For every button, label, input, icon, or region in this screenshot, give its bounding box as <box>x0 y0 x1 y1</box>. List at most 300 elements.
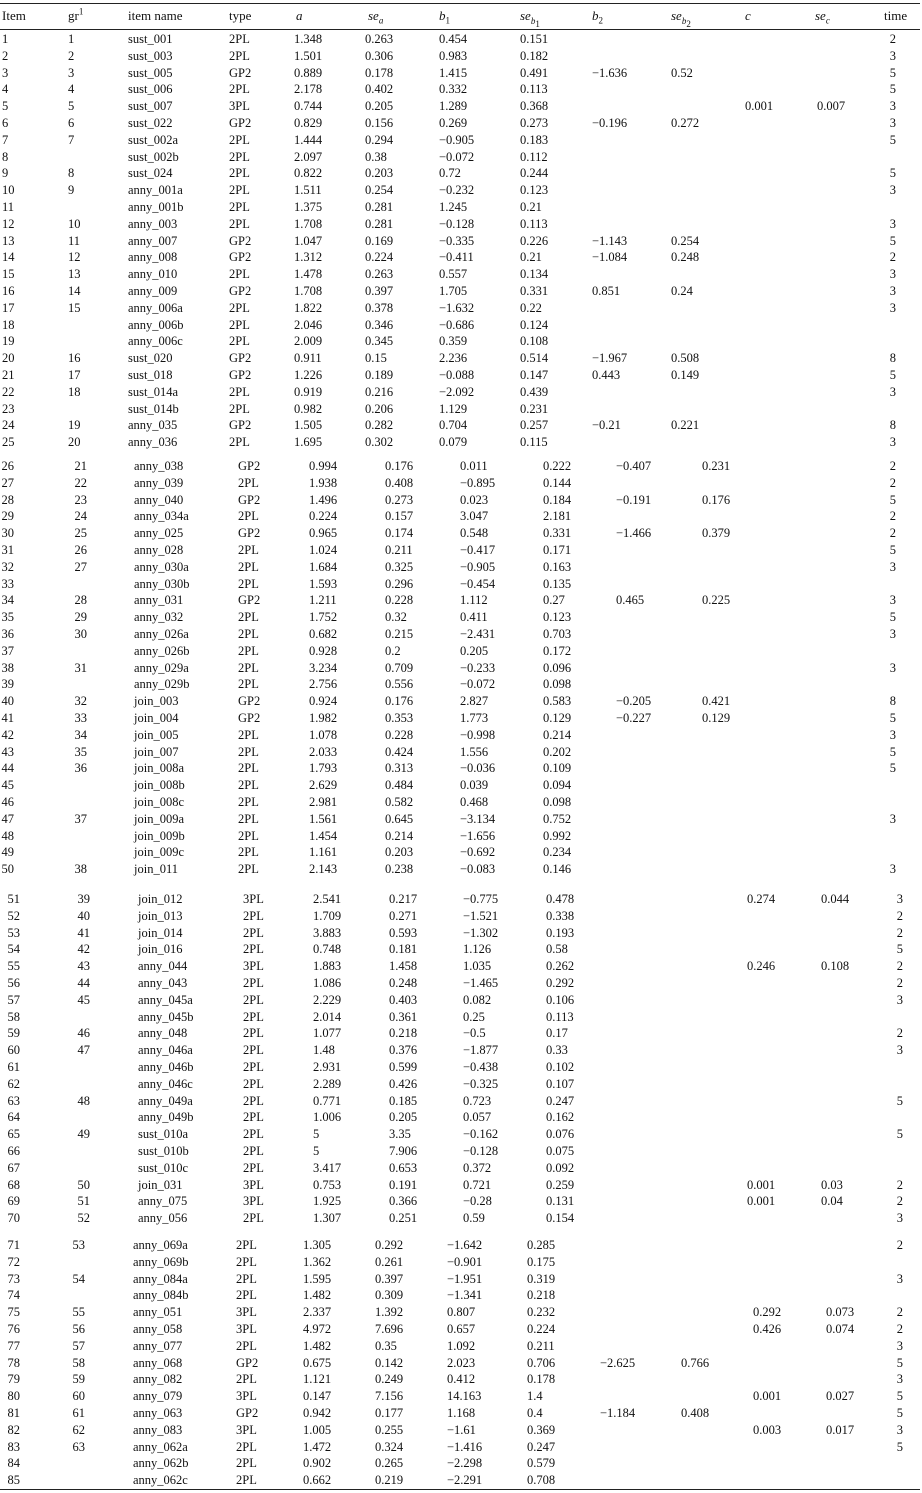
cell-b1: 0.079 <box>439 435 468 450</box>
cell-gr: 50 <box>77 1177 90 1192</box>
cell-se_b2: 0.129 <box>702 711 731 725</box>
cell-b2: −1.184 <box>600 1406 636 1420</box>
cell-item: 22 <box>2 384 15 399</box>
cell-type: 2PL <box>243 925 264 940</box>
cell-b2: 0.465 <box>616 593 645 608</box>
cell-b1: −0.162 <box>463 1127 499 1142</box>
cell-time: 8 <box>889 694 896 709</box>
cell-item: 20 <box>2 351 15 366</box>
cell-time: 5 <box>889 233 896 248</box>
cell-name: join_016 <box>138 942 183 957</box>
cell-gr: 3 <box>68 65 75 80</box>
cell-type: 2PL <box>236 1288 257 1303</box>
cell-time: 3 <box>889 862 896 877</box>
cell-b1: −1.642 <box>447 1238 483 1252</box>
cell-type: 2PL <box>243 976 264 990</box>
cell-se_a: 3.35 <box>389 1127 411 1142</box>
cell-gr: 16 <box>68 351 81 366</box>
cell-se_b1: 0.21 <box>520 200 542 214</box>
cell-se_a: 0.203 <box>385 845 414 860</box>
cell-name: anny_063 <box>133 1406 183 1420</box>
cell-b1: −0.417 <box>460 543 496 557</box>
cell-se_b1: 0.439 <box>520 384 549 399</box>
cell-se_a: 0.189 <box>365 368 394 382</box>
cell-name: anny_046a <box>138 1043 193 1058</box>
cell-se_a: 0.249 <box>375 1372 404 1387</box>
cell-item: 68 <box>7 1177 20 1192</box>
cell-gr: 39 <box>77 892 90 906</box>
cell-a: 2.014 <box>313 1009 342 1024</box>
cell-type: 2PL <box>236 1338 257 1353</box>
cell-time: 5 <box>896 1127 903 1142</box>
cell-a: 1.593 <box>309 576 338 591</box>
cell-se_b1: 0.098 <box>543 677 572 692</box>
cell-name: join_009a <box>134 811 184 826</box>
cell-name: join_008a <box>134 761 184 776</box>
cell-se_b1: 0.193 <box>546 925 575 940</box>
cell-name: sust_018 <box>128 368 173 382</box>
cell-se_b1: 0.147 <box>520 368 549 382</box>
cell-se_b1: 0.094 <box>543 778 572 793</box>
cell-type: 2PL <box>238 828 259 843</box>
cell-se_b2: 0.149 <box>671 368 700 382</box>
cell-item: 63 <box>7 1093 20 1108</box>
cell-a: 2.541 <box>313 892 342 906</box>
cell-b1: 2.023 <box>447 1355 476 1370</box>
cell-type: 2PL <box>229 334 250 349</box>
cell-name: anny_039 <box>134 475 184 490</box>
cell-type: 2PL <box>243 908 264 923</box>
cell-se_b1: 0.202 <box>543 744 572 759</box>
cell-gr: 42 <box>77 942 90 957</box>
cell-type: GP2 <box>238 593 261 608</box>
cell-time: 2 <box>896 976 903 990</box>
cell-type: 2PL <box>236 1254 257 1269</box>
cell-item: 82 <box>7 1422 20 1437</box>
cell-se_b1: 0.285 <box>527 1238 556 1252</box>
cell-type: 3PL <box>243 959 264 974</box>
cell-se_b2: 0.508 <box>671 351 700 366</box>
cell-name: join_012 <box>138 892 183 906</box>
cell-b1: 1.168 <box>447 1406 476 1420</box>
cell-name: anny_036 <box>128 435 178 450</box>
cell-se_b1: 0.092 <box>546 1160 575 1175</box>
cell-b1: 1.092 <box>447 1338 476 1353</box>
cell-gr: 8 <box>68 166 75 181</box>
cell-b1: 0.548 <box>460 526 489 541</box>
cell-b1: −1.521 <box>463 908 499 923</box>
cell-se_a: 0.645 <box>385 811 414 826</box>
cell-se_a: 0.271 <box>389 908 418 923</box>
cell-se_b2: 0.176 <box>702 492 731 507</box>
cell-b2: −1.967 <box>592 351 628 366</box>
cell-gr: 22 <box>74 475 87 490</box>
cell-a: 1.709 <box>313 908 342 923</box>
cell-c: 0.426 <box>753 1322 782 1336</box>
cell-type: GP2 <box>236 1355 259 1370</box>
cell-item: 53 <box>7 925 20 940</box>
cell-se_b1: 0.134 <box>520 267 549 282</box>
cell-se_c: 0.027 <box>826 1389 855 1404</box>
cell-b1: −0.905 <box>439 132 475 147</box>
cell-a: 0.889 <box>294 65 323 80</box>
cell-a: 1.305 <box>303 1238 332 1252</box>
cell-name: anny_026b <box>134 643 190 658</box>
cell-a: 0.753 <box>313 1177 342 1192</box>
cell-a: 5 <box>313 1127 320 1142</box>
cell-gr: 11 <box>68 233 81 248</box>
cell-gr: 53 <box>72 1238 85 1252</box>
cell-gr: 37 <box>74 811 87 826</box>
cell-name: anny_044 <box>138 959 188 974</box>
cell-item: 60 <box>7 1043 20 1058</box>
cell-se_b1: 0.146 <box>543 862 572 877</box>
cell-type: 3PL <box>236 1305 257 1320</box>
cell-se_a: 0.176 <box>385 694 414 709</box>
cell-a: 2.046 <box>294 317 323 332</box>
cell-item: 64 <box>7 1110 20 1125</box>
cell-se_a: 1.392 <box>375 1305 404 1320</box>
cell-se_a: 0.238 <box>385 862 414 877</box>
cell-b1: 0.057 <box>463 1110 492 1125</box>
cell-se_a: 0.361 <box>389 1009 418 1024</box>
cell-time: 2 <box>896 1177 903 1192</box>
cell-b1: 1.126 <box>463 942 492 957</box>
cell-a: 2.981 <box>309 795 338 809</box>
cell-se_b1: 0.154 <box>546 1211 575 1226</box>
cell-item: 62 <box>7 1076 20 1091</box>
cell-type: GP2 <box>236 1406 259 1420</box>
cell-se_a: 0.599 <box>389 1060 418 1074</box>
cell-time: 3 <box>896 892 903 906</box>
cell-type: 2PL <box>229 200 250 214</box>
cell-se_b1: 0.124 <box>520 317 549 332</box>
cell-b1: 0.269 <box>439 116 468 130</box>
cell-se_b1: 0.273 <box>520 116 549 130</box>
cell-se_b1: 0.992 <box>543 828 572 843</box>
cell-a: 1.121 <box>303 1372 332 1387</box>
cell-a: 0.942 <box>303 1406 332 1420</box>
cell-se_a: 0.263 <box>365 267 394 282</box>
cell-name: sust_010b <box>138 1144 189 1158</box>
cell-gr: 44 <box>77 976 90 990</box>
cell-type: 3PL <box>243 1177 264 1192</box>
cell-a: 0.982 <box>294 401 323 416</box>
cell-name: anny_049b <box>138 1110 194 1125</box>
cell-se_a: 0.366 <box>389 1194 418 1209</box>
cell-a: 1.708 <box>294 284 323 298</box>
cell-c: 0.001 <box>747 1177 776 1192</box>
cell-b1: −2.431 <box>460 627 496 641</box>
cell-name: anny_058 <box>133 1322 183 1336</box>
cell-name: join_009c <box>134 845 184 860</box>
cell-time: 5 <box>889 82 896 97</box>
cell-b1: 2.236 <box>439 351 468 366</box>
cell-b1: 1.112 <box>460 593 488 608</box>
cell-se_b1: 1.4 <box>527 1389 543 1404</box>
cell-type: 2PL <box>238 559 259 574</box>
cell-time: 5 <box>889 744 896 759</box>
cell-a: 0.771 <box>313 1093 342 1108</box>
cell-se_b1: 0.259 <box>546 1177 575 1192</box>
cell-se_b1: 0.129 <box>543 711 572 725</box>
cell-gr: 52 <box>77 1211 90 1226</box>
cell-se_b1: 0.218 <box>527 1288 556 1303</box>
cell-a: 2.143 <box>309 862 338 877</box>
cell-item: 39 <box>1 677 14 692</box>
cell-item: 9 <box>2 166 9 181</box>
cell-type: 2PL <box>236 1439 257 1454</box>
cell-b2: −0.196 <box>592 116 628 130</box>
cell-se_a: 0.32 <box>385 610 407 625</box>
cell-time: 2 <box>889 250 896 265</box>
cell-gr: 25 <box>74 526 87 541</box>
cell-item: 24 <box>2 418 15 433</box>
cell-gr: 6 <box>68 116 75 130</box>
cell-item: 29 <box>1 509 14 524</box>
cell-c: 0.001 <box>747 1194 776 1209</box>
cell-time: 3 <box>889 284 896 298</box>
cell-type: 2PL <box>229 132 250 147</box>
cell-name: anny_029a <box>134 660 189 675</box>
cell-time: 2 <box>896 1305 903 1320</box>
cell-item: 48 <box>1 828 14 843</box>
cell-item: 47 <box>1 811 14 826</box>
cell-a: 0.965 <box>309 526 338 541</box>
cell-time: 5 <box>896 1406 903 1420</box>
cell-se_b1: 0.112 <box>520 149 548 164</box>
cell-a: 1.478 <box>294 267 323 282</box>
cell-a: 1.161 <box>309 845 338 860</box>
cell-se_b1: 0.22 <box>520 300 542 315</box>
cell-item: 41 <box>1 711 14 725</box>
cell-a: 1.511 <box>294 183 322 198</box>
cell-name: anny_084a <box>133 1271 188 1286</box>
cell-time: 5 <box>896 1355 903 1370</box>
cell-se_b1: 0.33 <box>546 1043 568 1058</box>
cell-a: 2.756 <box>309 677 338 692</box>
cell-b1: −1.656 <box>460 828 496 843</box>
cell-b1: 0.704 <box>439 418 468 433</box>
cell-se_b1: 0.113 <box>520 82 548 97</box>
cell-gr: 61 <box>72 1406 85 1420</box>
cell-type: 3PL <box>236 1322 257 1336</box>
cell-time: 3 <box>889 384 896 399</box>
cell-se_b1: 0.17 <box>546 1026 568 1041</box>
cell-se_a: 0.38 <box>365 149 387 164</box>
cell-c: 0.292 <box>753 1305 782 1320</box>
cell-type: 2PL <box>229 435 250 450</box>
header-b1: $b_1$ <box>439 8 450 26</box>
cell-time: 3 <box>896 1271 903 1286</box>
cell-time: 2 <box>896 1026 903 1041</box>
cell-item: 46 <box>1 795 14 809</box>
cell-time: 5 <box>889 368 896 382</box>
cell-item: 51 <box>7 892 20 906</box>
cell-se_b1: 0.319 <box>527 1271 556 1286</box>
cell-gr: 1 <box>68 32 75 46</box>
cell-se_a: 0.206 <box>365 401 394 416</box>
cell-se_a: 0.216 <box>365 384 394 399</box>
cell-name: anny_008 <box>128 250 178 265</box>
cell-se_b2: 0.24 <box>671 284 693 298</box>
cell-b1: 0.721 <box>463 1177 492 1192</box>
cell-item: 76 <box>7 1322 20 1336</box>
cell-time: 5 <box>889 166 896 181</box>
cell-item: 21 <box>2 368 15 382</box>
cell-gr: 58 <box>72 1355 85 1370</box>
cell-time: 2 <box>889 509 896 524</box>
cell-name: anny_083 <box>133 1422 183 1437</box>
cell-time: 3 <box>889 300 896 315</box>
cell-se_c: 0.044 <box>821 892 850 906</box>
cell-name: sust_005 <box>128 65 173 80</box>
cell-se_b1: 0.182 <box>520 48 549 63</box>
cell-se_a: 0.228 <box>385 727 414 742</box>
cell-name: sust_014a <box>128 384 178 399</box>
cell-item: 42 <box>1 727 14 742</box>
cell-name: anny_031 <box>134 593 184 608</box>
cell-name: anny_025 <box>134 526 184 541</box>
cell-b1: −0.128 <box>439 216 475 231</box>
cell-b1: −0.036 <box>460 761 496 776</box>
cell-time: 5 <box>889 711 896 725</box>
cell-time: 3 <box>889 559 896 574</box>
cell-gr: 55 <box>72 1305 85 1320</box>
cell-se_b1: 0.075 <box>546 1144 575 1158</box>
cell-se_b1: 0.27 <box>543 593 565 608</box>
cell-time: 3 <box>889 183 896 198</box>
cell-se_b1: 0.178 <box>527 1372 556 1387</box>
cell-name: anny_006c <box>128 334 183 349</box>
cell-a: 0.744 <box>294 99 323 114</box>
cell-gr: 27 <box>74 559 87 574</box>
cell-se_b2: 0.408 <box>681 1406 710 1420</box>
cell-gr: 54 <box>72 1271 85 1286</box>
cell-se_c: 0.04 <box>821 1194 843 1209</box>
cell-se_b1: 0.706 <box>527 1355 556 1370</box>
cell-se_a: 0.219 <box>375 1473 404 1488</box>
cell-item: 58 <box>7 1009 20 1024</box>
cell-a: 2.931 <box>313 1060 342 1074</box>
cell-item: 73 <box>7 1271 20 1286</box>
cell-a: 3.234 <box>309 660 338 675</box>
cell-b2: −0.227 <box>616 711 652 725</box>
cell-se_a: 0.177 <box>375 1406 404 1420</box>
cell-time: 3 <box>896 1372 903 1387</box>
cell-se_a: 7.906 <box>389 1144 418 1158</box>
cell-item: 30 <box>1 526 14 541</box>
cell-name: join_008c <box>134 795 184 809</box>
cell-name: anny_077 <box>133 1338 183 1353</box>
cell-type: 2PL <box>238 862 259 877</box>
cell-name: join_011 <box>134 862 178 877</box>
cell-se_a: 1.458 <box>389 959 418 974</box>
cell-se_a: 0.255 <box>375 1422 404 1437</box>
cell-a: 0.662 <box>303 1473 332 1488</box>
cell-se_b1: 0.135 <box>543 576 572 591</box>
cell-se_b1: 0.478 <box>546 892 575 906</box>
cell-b1: −0.692 <box>460 845 496 860</box>
cell-se_c: 0.074 <box>826 1322 855 1336</box>
cell-se_b2: 0.52 <box>671 65 693 80</box>
cell-se_a: 0.142 <box>375 1355 404 1370</box>
header-c: c <box>745 8 751 23</box>
cell-se_b1: 0.144 <box>543 475 572 490</box>
cell-name: anny_030a <box>134 559 189 574</box>
cell-se_b1: 0.247 <box>546 1093 575 1108</box>
cell-name: join_031 <box>138 1177 183 1192</box>
cell-se_a: 0.211 <box>385 543 413 557</box>
cell-gr: 56 <box>72 1322 85 1336</box>
cell-a: 1.006 <box>313 1110 342 1125</box>
cell-b1: −2.291 <box>447 1473 483 1488</box>
cell-a: 1.595 <box>303 1271 332 1286</box>
cell-gr: 35 <box>74 744 87 759</box>
cell-b1: −1.416 <box>447 1439 483 1454</box>
cell-type: 2PL <box>238 660 259 675</box>
cell-se_a: 0.294 <box>365 132 394 147</box>
cell-se_a: 0.205 <box>389 1110 418 1125</box>
cell-name: anny_006a <box>128 300 183 315</box>
cell-type: GP2 <box>229 351 252 366</box>
cell-b1: 0.807 <box>447 1305 476 1320</box>
cell-b1: 0.72 <box>439 166 461 181</box>
cell-gr: 5 <box>68 99 75 114</box>
cell-b1: −0.325 <box>463 1076 499 1091</box>
cell-se_b2: 0.231 <box>702 459 731 473</box>
cell-se_a: 0.402 <box>365 82 394 97</box>
cell-se_a: 7.696 <box>375 1322 404 1336</box>
cell-name: anny_069b <box>133 1254 189 1269</box>
cell-b1: 1.705 <box>439 284 468 298</box>
cell-se_b1: 0.708 <box>527 1473 556 1488</box>
cell-item: 32 <box>1 559 14 574</box>
cell-a: 2.337 <box>303 1305 332 1320</box>
cell-type: GP2 <box>229 116 252 130</box>
cell-type: 2PL <box>229 48 250 63</box>
cell-a: 1.078 <box>309 727 338 742</box>
cell-b1: 1.556 <box>460 744 489 759</box>
cell-b1: −0.128 <box>463 1144 499 1158</box>
cell-time: 5 <box>889 132 896 147</box>
cell-gr: 9 <box>68 183 75 198</box>
cell-se_a: 7.156 <box>375 1389 404 1404</box>
cell-se_a: 0.217 <box>389 892 418 906</box>
cell-name: sust_010a <box>138 1127 188 1142</box>
cell-b2: 0.851 <box>592 284 621 298</box>
cell-name: join_003 <box>134 694 179 709</box>
cell-time: 2 <box>896 1194 903 1209</box>
cell-type: 2PL <box>243 1127 264 1142</box>
cell-gr: 59 <box>72 1372 85 1387</box>
cell-se_a: 0.181 <box>389 942 418 957</box>
cell-se_a: 0.265 <box>375 1456 404 1471</box>
header-rule <box>0 29 920 30</box>
cell-time: 5 <box>889 543 896 557</box>
header-se-b1: $se_{b_1}$ <box>520 8 540 29</box>
cell-se_a: 0.214 <box>385 828 414 843</box>
cell-se_b1: 0.123 <box>520 183 549 198</box>
cell-b1: 1.415 <box>439 65 468 80</box>
cell-se_b2: 0.379 <box>702 526 731 541</box>
cell-item: 44 <box>1 761 14 776</box>
cell-type: GP2 <box>238 492 261 507</box>
cell-item: 57 <box>7 992 20 1007</box>
cell-type: GP2 <box>229 368 252 382</box>
cell-se_b1: 0.262 <box>546 959 575 974</box>
cell-b1: 0.59 <box>463 1211 485 1226</box>
